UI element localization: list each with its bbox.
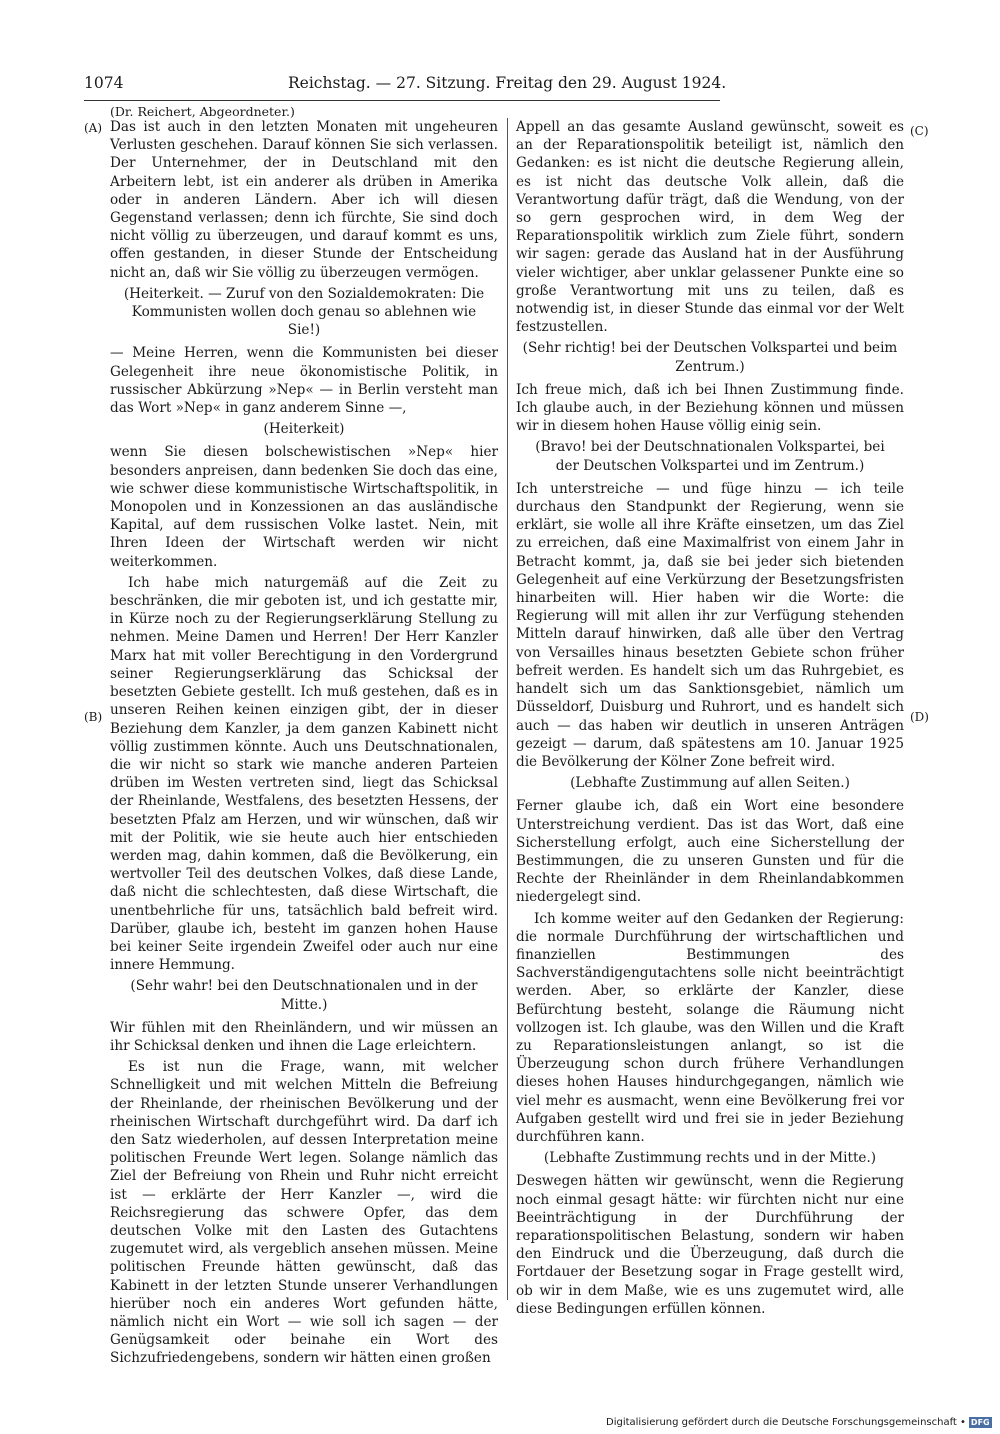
paragraph: Ich komme weiter auf den Gedanken der Regierung: die normale Durchführung der wirtschaftlichen und finanziellen Bestimmungen des Sachverständigengutachtens solle nicht beeinträchtigt werden. Aber, so erklärte der Kanzler, diese Befürchtung besteht, solange die Räumung nicht vollzogen ist. Ich glaube, was den Willen und die Kraft zu Reparationsleistungen anlangt, so ist die Überzeugung schon durch frühere Verhandlungen dieses hohen Hauses hindurchgegangen, nämlich wie viel mehr es ausmacht, wenn eine Bevölkerung frei vor Aufgaben gestellt wird und frei sie in jeder Beziehung durchführen kann. bbox=[516, 910, 904, 1145]
dfg-footer bbox=[606, 1417, 992, 1428]
interjection: (Sehr wahr! bei den Deutschnationalen und in der Mitte.) bbox=[130, 978, 478, 1013]
paragraph: Ich freue mich, daß ich bei Ihnen Zustimmung finde. Ich glaube auch, in der Beziehung können und müssen wir in diesem hohen Hause völlig einig sein. bbox=[516, 381, 904, 435]
interjection: (Heiterkeit) bbox=[263, 421, 345, 438]
page-number: 1074 bbox=[84, 74, 124, 92]
interjection: (Lebhafte Zustimmung rechts und in der Mitte.) bbox=[543, 1150, 877, 1167]
interjection: (Heiterkeit. — Zuruf von den Sozialdemokraten: Die Kommunisten wollen doch genau so ablehnen wie Sie!) bbox=[123, 285, 485, 339]
margin-marker-a: (A) bbox=[84, 121, 103, 135]
running-title: Reichstag. — 27. Sitzung. Freitag den 29. August 1924. bbox=[288, 74, 727, 92]
left-column bbox=[110, 118, 498, 1371]
paragraph: Ich habe mich naturgemäß auf die Zeit zu beschränken, die mir geboten ist, und ich gestatte mir, in Kürze noch zu der Regierungserklärung Stellung zu nehmen. Meine Damen und Herren! Der Herr Kanzler Marx hat mit voller Berechtigung in den Vordergrund seiner Regierungserklärung das Schicksal der besetzten Gebiete gestellt. Ich muß gestehen, daß es in unseren Reihen keinen einzigen gibt, der in dieser Beziehung dem Kanzler, ja dem ganzen Kabinett nicht völlig zustimmen könnte. Auch uns Deutschnationalen, die wir nicht so stark wie manche anderen Parteien drüben im Westen vertreten sind, liegt das Schicksal der Rheinlande, Westfalens, des besetzten Hessens, der besetzten Pfalz am Herzen, und wir wünschen, daß wir mit der Politik, wie sie heute auch hier entschieden werden mag, dahin kommen, daß die Bevölkerung, ein wertvoller Teil des deutschen Volkes, daß diese Lande, daß nicht die schlechtesten, daß diese Wirtschaft, die unentbehrliche für uns, tatsächlich bald befreit wird. Darüber, glaube ich, besteht im ganzen hohen Hause bei keiner Seite irgendein Zweifel oder auch nur eine innere Hemmung. bbox=[110, 574, 498, 974]
column-divider bbox=[507, 118, 508, 1300]
paragraph: Es ist nun die Frage, wann, mit welcher Schnelligkeit und mit welchen Mitteln die Befreiung der Rheinlande, der rheinischen Bevölkerung und der rheinischen Wirtschaft durchgeführt wird. Da darf ich den Satz wiederholen, auf dessen Interpretation meine politischen Freunde Wert legen. Solange nämlich das Ziel der Befreiung von Rhein und Ruhr nicht erreicht ist — erklärte der Herr Kanzler —, wird die Reichsregierung das schwere Opfer, das dem deutschen Volke mit den Lasten des Gutachtens zugemutet wird, als vergeblich ansehen müssen. Meine politischen Freunde hätten gewünscht, daß das Kabinett in der letzten Stunde unserer Verhandlungen hierüber noch ein anderes Wort gefunden hätte, nämlich nicht ein Wort — wie soll ich sagen — der Genügsamkeit oder beinahe ein Wort des Sichzufriedengebens, sondern wir hätten einen großen bbox=[110, 1059, 498, 1367]
interjection: (Lebhafte Zustimmung auf allen Seiten.) bbox=[570, 775, 850, 792]
margin-marker-c: (C) bbox=[910, 124, 929, 138]
header-rule bbox=[84, 100, 720, 101]
paragraph: Deswegen hätten wir gewünscht, wenn die Regierung noch einmal gesagt hätte: wir fürchten nicht nur eine Beeinträchtigung in der Durchführung der reparationspolitischen Belastung, sondern wir haben den Eindruck und die Überzeugung, daß durch die Fortdauer der Besetzung sogar in Frage gestellt wird, ob wir in dem Maße, wie es uns zugemutet wird, alle diese Bedingungen erfüllen können. bbox=[516, 1173, 904, 1317]
paragraph: Wir fühlen mit den Rheinländern, und wir müssen an ihr Schicksal denken und ihnen die Lage erleichtern. bbox=[110, 1019, 498, 1054]
paragraph: Appell an das gesamte Ausland gewünscht, soweit es an der Reparationspolitik beteiligt ist, nämlich den Gedanken: es ist nicht die deutsche Regierung allein, es ist nicht das deutsche Volk allein, daß die Verantwortung dafür trägt, daß die Wendung, von der so gern gesprochen wird, in dem Weg der Reparationspolitik wirklich zum Ziele führt, sondern wir sagen: gerade das Ausland hat in der Ausführung vieler wichtiger, aber unklar gelassener Punkte eine so große Verantwortung mit uns zu teilen, daß es notwendig ist, in dieser Stunde das einmal vor der Welt festzustellen. bbox=[516, 119, 904, 336]
paragraph: Ich unterstreiche — und füge hinzu — ich teile durchaus den Standpunkt der Regierung, wenn sie erklärt, sie wolle all ihre Kräfte einsetzen, um das Ziel zu erreichen, daß eine Maximalfrist von einem Jahr in Betracht kommt, ja, daß sie bei jeder sich bietenden Gelegenheit auf eine Verkürzung der Besetzungsfristen hinarbeiten will. Hier haben wir die Worte: die Regierung will mit allen ihr zur Verfügung stehenden Mitteln darauf hinwirken, daß alle über den Vertrag von Versailles hinaus besetzten Gebiete schon früher befreit werden. Es handelt sich um das Ruhrgebiet, es handelt sich um das Sanktionsgebiet, nämlich um Düsseldorf, Duisburg und Ruhrort, und es handelt sich auch — das haben wir deutlich in unseren Anträgen gezeigt — darum, daß spätestens am 10. Januar 1925 die Bevölkerung der Kölner Zone befreit wird. bbox=[516, 480, 904, 770]
paragraph: Das ist auch in den letzten Monaten mit ungeheuren Verlusten geschehen. Darauf können Sie sich verlassen. Der Unternehmer, der in Deutschland mit den Arbeitern lebt, ist ein anderer als drüben in Amerika oder in anderen Ländern. Aber ich will diesen Gegenstand verlassen; denn ich fürchte, Sie sind doch nicht völlig zu überzeugen, und darauf kommt es uns, offen gestanden, in dieser Stunde der Entscheidung nicht an, daß wir Sie völlig zu überzeugen vermögen. bbox=[110, 119, 498, 281]
paragraph: wenn Sie diesen bolschewistischen »Nep« hier besonders anpreisen, dann bedenken Sie doch das eine, wie schwer diese kommunistische Wirtschaftspolitik, in Monopolen und in Konzessionen an das ausländische Kapital, auf dem russischen Volke lastet. Nein, mit Ihren Ideen der Wirtschaft werden wir nicht weiterkommen. bbox=[110, 444, 498, 570]
margin-marker-b: (B) bbox=[84, 710, 103, 724]
right-column bbox=[516, 118, 904, 1321]
paragraph: Ferner glaube ich, daß ein Wort eine besondere Unterstreichung verdient. Das ist das Wort, daß eine Sicherstellung erfolgt, auch eine Sicherstellung der Bestimmungen, die zu unseren Gunsten und für die Rechte der Rheinländer in dem Rheinlandabkommen niedergelegt sind. bbox=[516, 798, 904, 906]
interjection: (Bravo! bei der Deutschnationalen Volkspartei, bei der Deutschen Volkspartei und im Zentrum.) bbox=[535, 439, 885, 474]
interjection: (Sehr richtig! bei der Deutschen Volkspartei und beim Zentrum.) bbox=[522, 340, 898, 375]
paragraph: — Meine Herren, wenn die Kommunisten bei dieser Gelegenheit ihre neue ökonomistische Politik, in russischer Abkürzung »Nep« — in Berlin versteht man das Wort »Nep« in ganz anderem Sinne —, bbox=[110, 345, 498, 417]
dfg-logo: DFG bbox=[970, 1418, 990, 1427]
margin-marker-d: (D) bbox=[910, 710, 929, 724]
funding-note: Digitalisierung gefördert durch die Deutsche Forschungsgemeinschaft • bbox=[606, 1417, 966, 1428]
page-header bbox=[84, 74, 727, 96]
speaker-line: (Dr. Reichert, Abgeordneter.) bbox=[110, 104, 295, 119]
